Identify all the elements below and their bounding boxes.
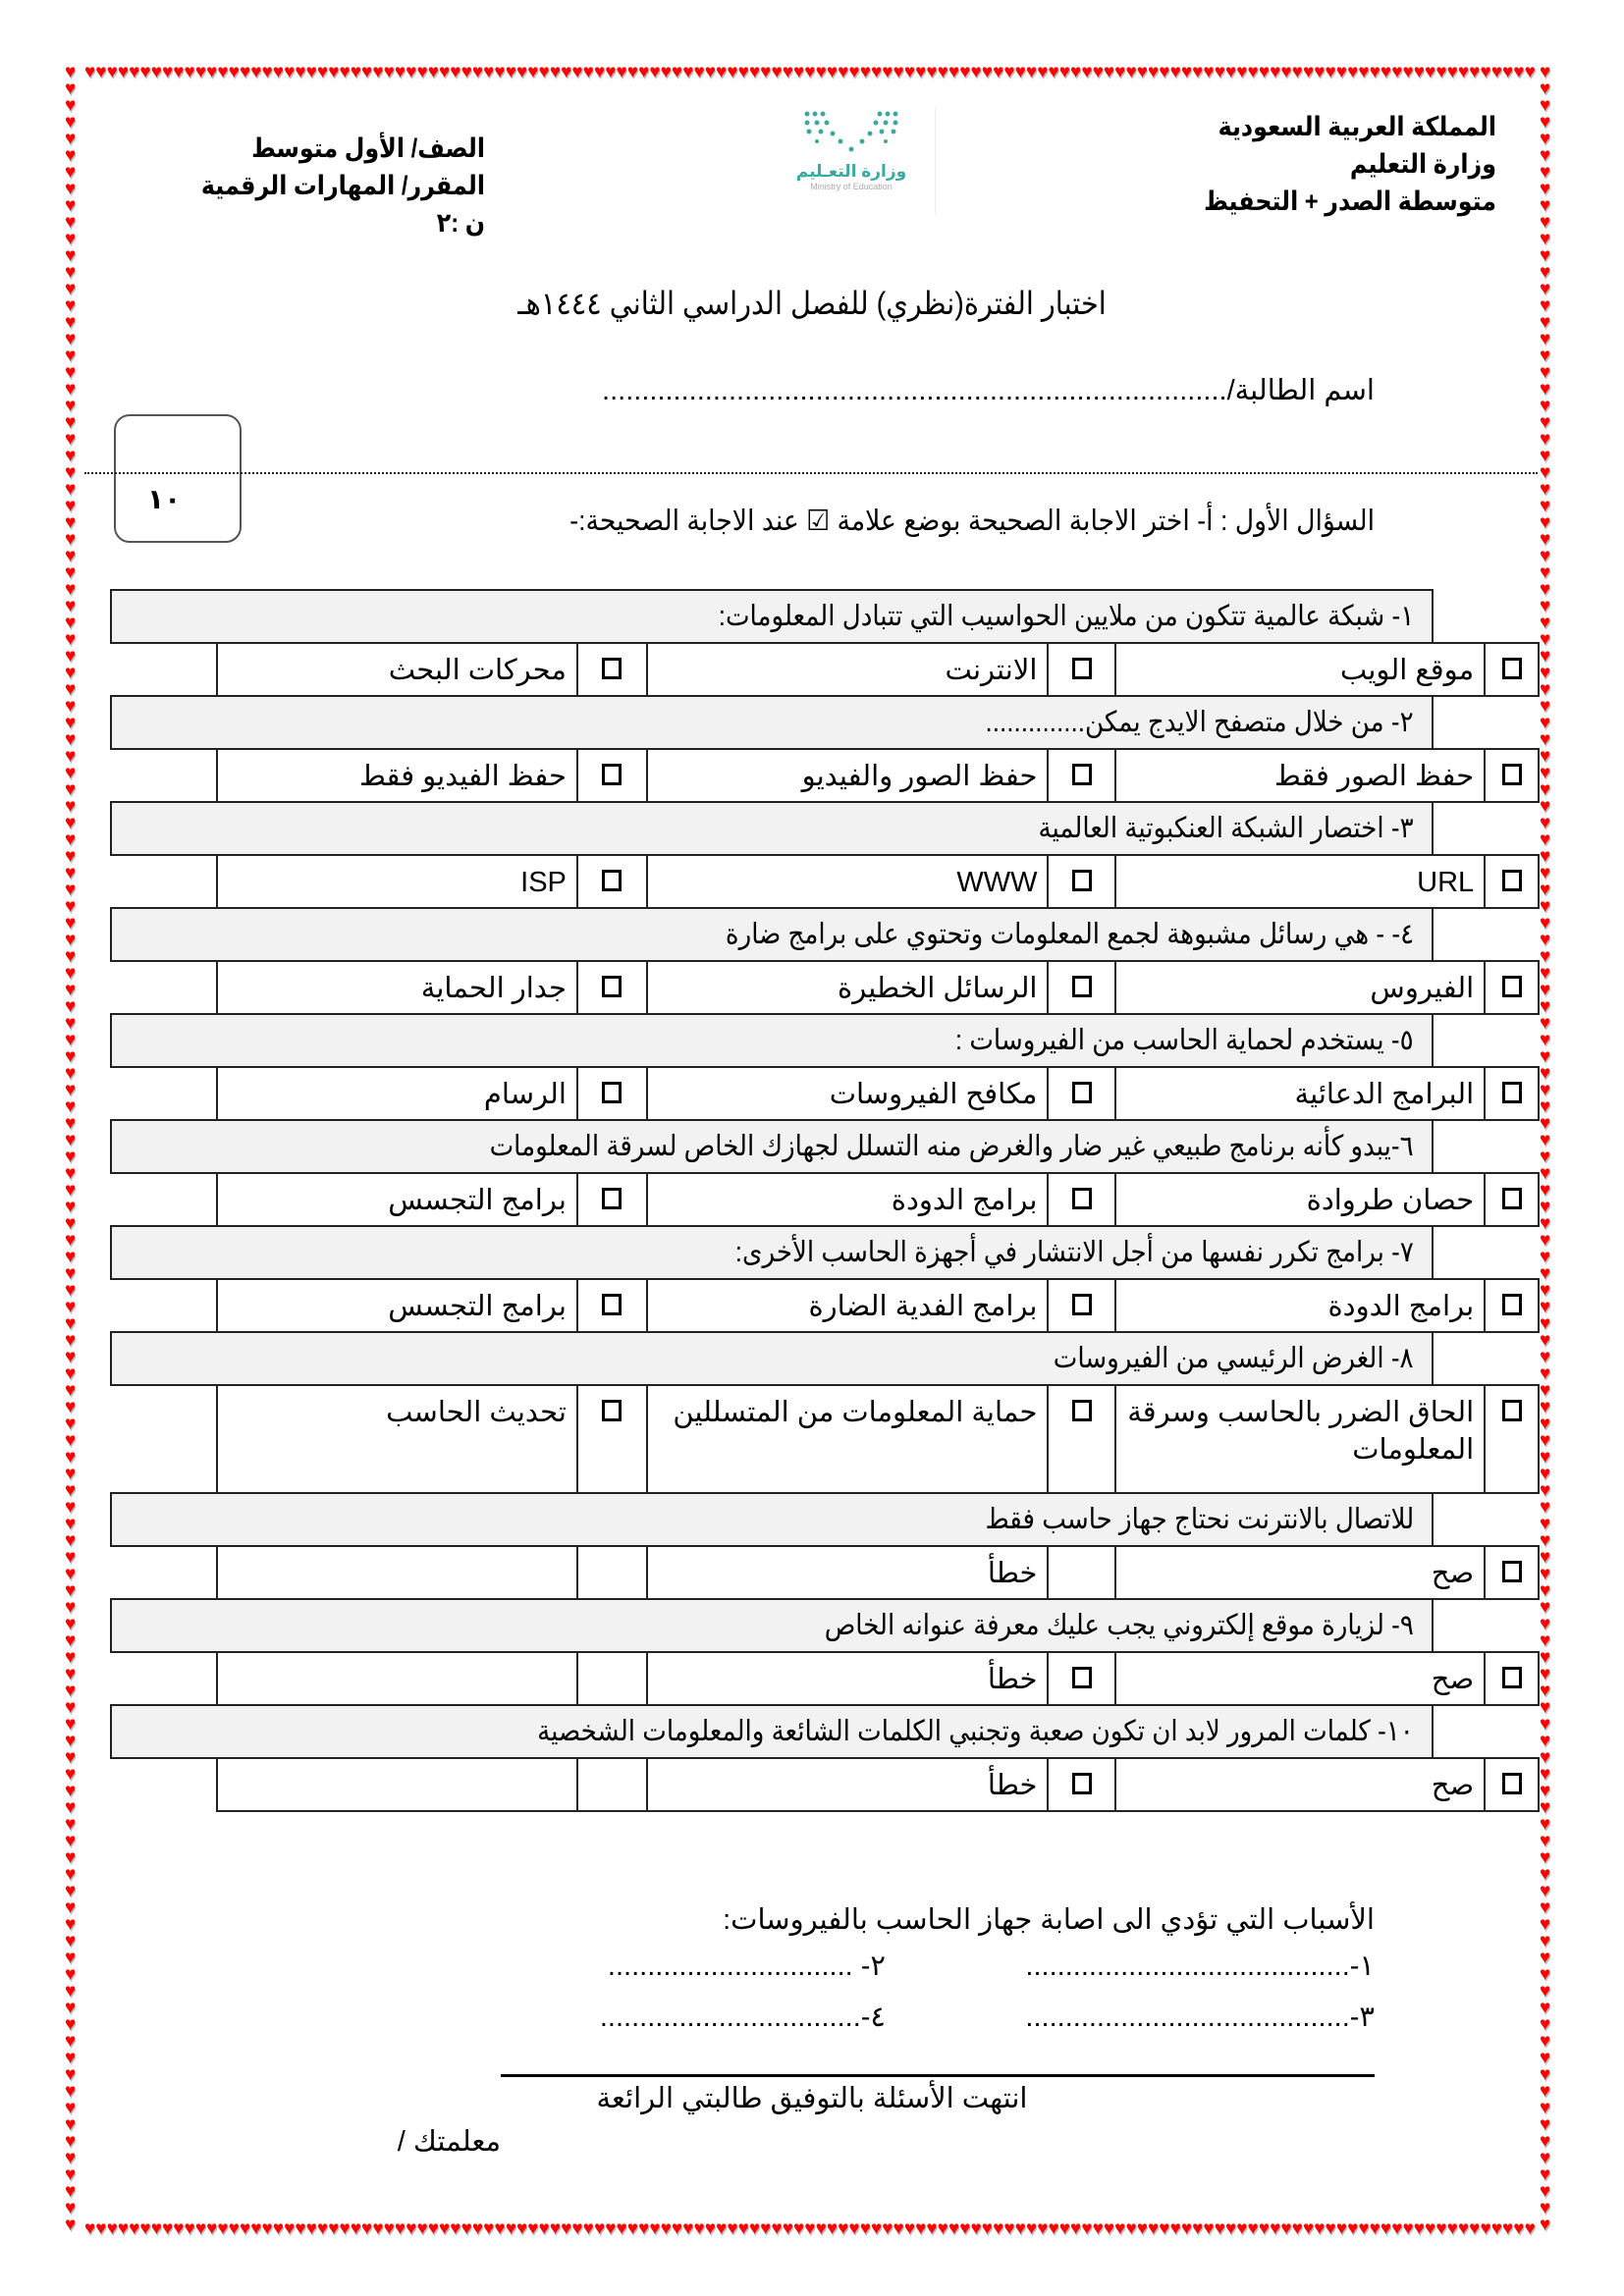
course-info (132, 130, 485, 241)
option-checkbox-cell[interactable] (1047, 750, 1114, 801)
option-label: جدار الحماية (420, 973, 567, 1004)
heart-border-right: ♥♥♥♥♥♥♥♥♥♥♥♥♥♥♥♥♥♥♥♥♥♥♥♥♥♥♥♥♥♥♥♥♥♥♥♥♥♥♥♥♥♥♥♥♥♥♥♥♥♥♥♥♥♥♥♥♥♥♥♥♥♥♥♥♥♥♥♥♥♥♥♥♥♥♥♥♥♥♥♥♥♥♥♥♥♥♥♥♥♥♥♥♥♥♥♥♥♥♥♥♥♥♥♥♥♥♥♥♥♥♥♥♥♥♥♥♥♥♥♥♥♥♥♥♥♥♥♥♥♥ (1540, 64, 1551, 2235)
checkbox-icon[interactable] (1502, 1400, 1522, 1421)
logo-arabic: وزارة التعـليم (795, 162, 907, 181)
option-checkbox-cell[interactable] (1047, 1174, 1114, 1225)
option-checkbox-cell[interactable] (1484, 1759, 1538, 1810)
option-label: خطأ (646, 1653, 1048, 1704)
checkbox-icon[interactable] (1502, 976, 1522, 997)
option-label: الانترنت (646, 644, 1048, 695)
option-checkbox-cell[interactable] (576, 856, 646, 907)
question-text: ٧- برامج تكرر نفسها من أجل الانتشار في أجهزة الحاسب الأخرى: (734, 1237, 1414, 1268)
option-label: برامج التجسس (388, 1291, 567, 1322)
option-checkbox-cell[interactable] (1484, 962, 1538, 1013)
logo-dots-icon (797, 108, 905, 157)
question-row (110, 695, 1434, 750)
answer-row (216, 854, 1540, 909)
checkbox-icon[interactable] (1072, 870, 1092, 891)
checkbox-icon[interactable] (602, 764, 622, 785)
school-info (1084, 108, 1496, 220)
checkbox-icon[interactable] (602, 1294, 622, 1315)
logo-english: Ministry of Education (810, 182, 893, 191)
option-checkbox-cell[interactable] (576, 750, 646, 801)
option-checkbox-cell[interactable] (1047, 962, 1114, 1013)
option-label: مكافح الفيروسات (646, 1068, 1048, 1119)
option-label: خطأ (646, 1547, 1048, 1598)
question-text: ٩- لزيارة موقع إلكتروني يجب عليك معرفة عنوانه الخاص (824, 1610, 1414, 1641)
option-checkbox-cell (1047, 1547, 1114, 1598)
option-label (218, 1759, 576, 1810)
option-label: خطأ (646, 1759, 1048, 1810)
option-checkbox-cell (576, 1759, 646, 1810)
heart-border-left: ♥♥♥♥♥♥♥♥♥♥♥♥♥♥♥♥♥♥♥♥♥♥♥♥♥♥♥♥♥♥♥♥♥♥♥♥♥♥♥♥♥♥♥♥♥♥♥♥♥♥♥♥♥♥♥♥♥♥♥♥♥♥♥♥♥♥♥♥♥♥♥♥♥♥♥♥♥♥♥♥♥♥♥♥♥♥♥♥♥♥♥♥♥♥♥♥♥♥♥♥♥♥♥♥♥♥♥♥♥♥♥♥♥♥♥♥♥♥♥♥♥♥♥♥♥♥♥♥♥♥ (65, 64, 77, 2235)
question-text: ١- شبكة عالمية تتكون من ملايين الحواسيب التي تتبادل المعلومات: (718, 601, 1414, 632)
checkbox-icon[interactable] (1502, 870, 1522, 891)
option-checkbox-cell[interactable] (576, 644, 646, 695)
question-text: ٨- الغرض الرئيسي من الفيروسات (1054, 1343, 1414, 1374)
option-checkbox-cell[interactable] (1484, 856, 1538, 907)
option-label: محركات البحث (388, 655, 567, 686)
exam-title: اختبار الفترة(نظري) للفصل الدراسي الثاني ١٤٤٤هـ (517, 286, 1107, 321)
heart-border-top: ♥♥♥♥♥♥♥♥♥♥♥♥♥♥♥♥♥♥♥♥♥♥♥♥♥♥♥♥♥♥♥♥♥♥♥♥♥♥♥♥♥♥♥♥♥♥♥♥♥♥♥♥♥♥♥♥♥♥♥♥♥♥♥♥♥♥♥♥♥♥♥♥♥♥♥♥♥♥♥♥♥♥♥♥♥♥♥♥♥♥♥♥♥♥♥♥♥♥♥♥♥♥♥♥♥♥♥♥♥♥♥♥♥♥♥♥♥♥♥♥♥♥♥♥♥♥♥♥♥♥♥ (84, 64, 1536, 81)
option-label: برامج الفدية الضارة (646, 1280, 1048, 1331)
course-label: المقرر/ المهارات الرقمية (200, 171, 485, 200)
checkbox-icon[interactable] (1502, 1561, 1522, 1582)
answer-row (216, 1172, 1540, 1227)
checkbox-icon[interactable] (1502, 1294, 1522, 1315)
reasons-title: الأسباب التي تؤدي الى اصابة جهاز الحاسب بالفيروسات: (723, 1904, 1375, 1936)
option-checkbox-cell[interactable] (1484, 750, 1538, 801)
option-checkbox-cell[interactable] (1484, 1174, 1538, 1225)
teacher-signature: معلمتك / (397, 2126, 501, 2158)
grade-label: الصف/ الأول متوسط (251, 133, 485, 163)
checkbox-icon[interactable] (602, 870, 622, 891)
option-checkbox-cell[interactable] (1047, 644, 1114, 695)
option-checkbox-cell[interactable] (1484, 1386, 1538, 1492)
checkbox-icon[interactable] (602, 976, 622, 997)
option-label: WWW (646, 856, 1048, 907)
student-name-dots: ............................................................................... (602, 375, 1227, 406)
score-value: ١٠ (147, 484, 182, 514)
ministry-name: وزارة التعليم (1349, 149, 1496, 179)
answer-row (216, 1278, 1540, 1333)
option-checkbox-cell[interactable] (1047, 1759, 1114, 1810)
option-label (218, 1547, 576, 1598)
question-text: ٤- - هي رسائل مشبوهة لجمع المعلومات وتحتوي على برامج ضارة (725, 919, 1414, 950)
question-row (110, 1492, 1434, 1547)
option-checkbox-cell[interactable] (1047, 1068, 1114, 1119)
option-label: حفظ الصور والفيديو (646, 750, 1048, 801)
option-label: برامج الدودة (1114, 1280, 1484, 1331)
option-label: موقع الويب (1114, 644, 1484, 695)
option-checkbox-cell[interactable] (576, 1174, 646, 1225)
checkbox-icon[interactable] (1502, 1082, 1522, 1103)
checkbox-icon[interactable] (1502, 658, 1522, 679)
checkbox-icon[interactable] (1502, 1667, 1522, 1688)
question-text: ٥- يستخدم لحماية الحاسب من الفيروسات : (955, 1025, 1414, 1056)
question-row (110, 589, 1434, 644)
option-label: الرسائل الخطيرة (646, 962, 1048, 1013)
question-row (110, 1704, 1434, 1759)
option-label: تحديث الحاسب (386, 1397, 567, 1428)
option-label: البرامج الدعائية (1114, 1068, 1484, 1119)
option-checkbox-cell[interactable] (576, 1386, 646, 1492)
heart-border-bottom: ♥♥♥♥♥♥♥♥♥♥♥♥♥♥♥♥♥♥♥♥♥♥♥♥♥♥♥♥♥♥♥♥♥♥♥♥♥♥♥♥♥♥♥♥♥♥♥♥♥♥♥♥♥♥♥♥♥♥♥♥♥♥♥♥♥♥♥♥♥♥♥♥♥♥♥♥♥♥♥♥♥♥♥♥♥♥♥♥♥♥♥♥♥♥♥♥♥♥♥♥♥♥♥♥♥♥♥♥♥♥♥♥♥♥♥♥♥♥♥♥♥♥♥♥♥♥♥♥♥♥♥ (84, 2220, 1536, 2238)
answer-row (216, 1545, 1540, 1600)
question-text: ٦-يبدو كأنه برنامج طبيعي غير ضار والغرض منه التسلل لجهازك الخاص لسرقة المعلومات (489, 1131, 1414, 1162)
question-row (110, 1225, 1434, 1280)
school-name: متوسطة الصدر + التحفيظ (1204, 187, 1496, 216)
checkbox-icon[interactable] (1502, 1188, 1522, 1209)
option-label: الحاق الضرر بالحاسب وسرقة المعلومات (1114, 1386, 1484, 1492)
student-name-label: اسم الطالبة/ (1226, 375, 1375, 406)
option-label: حماية المعلومات من المتسللين (646, 1386, 1048, 1492)
checkbox-icon[interactable] (602, 1400, 622, 1421)
country-name: المملكة العربية السعودية (1218, 112, 1496, 141)
option-label: الفيروس (1114, 962, 1484, 1013)
option-label: ISP (520, 867, 567, 898)
question-row (110, 907, 1434, 962)
option-label: حفظ الفيديو فقط (359, 761, 567, 792)
closing-message: انتهت الأسئلة بالتوفيق طالبتي الرائعة (596, 2083, 1028, 2114)
option-label: برامج التجسس (388, 1185, 567, 1216)
question-text: للاتصال بالانترنت نحتاج جهاز حاسب فقط (985, 1504, 1414, 1535)
option-label: صح (1114, 1547, 1484, 1598)
option-label: صح (1114, 1653, 1484, 1704)
answer-row (216, 960, 1540, 1015)
option-checkbox-cell[interactable] (576, 1280, 646, 1331)
option-checkbox-cell[interactable] (1484, 1280, 1538, 1331)
option-label: URL (1114, 856, 1484, 907)
option-checkbox-cell (576, 1547, 646, 1598)
checkbox-icon[interactable] (1072, 1082, 1092, 1103)
checkbox-icon[interactable] (1072, 1667, 1092, 1688)
checkbox-icon[interactable] (1502, 764, 1522, 785)
question-row (110, 1598, 1434, 1653)
checkbox-icon[interactable] (1072, 1188, 1092, 1209)
checkbox-icon[interactable] (1502, 1773, 1522, 1794)
checkbox-icon[interactable] (602, 1188, 622, 1209)
option-label: حفظ الصور فقط (1114, 750, 1484, 801)
dashed-divider (84, 472, 1538, 474)
question-row (110, 1013, 1434, 1068)
answer-row (216, 748, 1540, 803)
answer-row (216, 1066, 1540, 1121)
checkbox-icon[interactable] (1072, 1294, 1092, 1315)
answer-row (216, 1384, 1540, 1494)
checkbox-icon[interactable] (602, 1082, 622, 1103)
option-checkbox-cell[interactable] (1484, 1068, 1538, 1119)
question-row (110, 801, 1434, 856)
checkbox-icon[interactable] (1072, 764, 1092, 785)
question-row (110, 1331, 1434, 1386)
option-label: برامج الدودة (646, 1174, 1048, 1225)
answer-row (216, 1651, 1540, 1706)
checkbox-icon[interactable] (1072, 1400, 1092, 1421)
question-text: ١٠- كلمات المرور لابد ان تكون صعبة وتجنبي الكلمات الشائعة والمعلومات الشخصية (537, 1716, 1414, 1747)
checkbox-icon[interactable] (1072, 976, 1092, 997)
checkbox-icon[interactable] (1072, 1773, 1092, 1794)
option-label: الرسام (483, 1079, 567, 1110)
option-checkbox-cell[interactable] (576, 1068, 646, 1119)
option-label: حصان طروادة (1114, 1174, 1484, 1225)
option-checkbox-cell[interactable] (1047, 856, 1114, 907)
question-one-instruction: السؤال الأول : أ- اختر الاجابة الصحيحة بوضع علامة ☑ عند الاجابة الصحيحة:- (569, 506, 1375, 537)
option-checkbox-cell[interactable] (1484, 1653, 1538, 1704)
option-checkbox-cell[interactable] (1484, 1547, 1538, 1598)
questions-table (110, 591, 1540, 1812)
option-checkbox-cell[interactable] (1047, 1653, 1114, 1704)
option-checkbox-cell[interactable] (1047, 1280, 1114, 1331)
question-row (110, 1119, 1434, 1174)
score-box (114, 414, 242, 543)
option-checkbox-cell[interactable] (1047, 1386, 1114, 1492)
ministry-logo (768, 108, 936, 214)
answer-row (216, 1757, 1540, 1812)
option-label (218, 1653, 576, 1704)
reason-3[interactable]: ٣-......................................... (1025, 2002, 1375, 2033)
option-checkbox-cell[interactable] (576, 962, 646, 1013)
option-checkbox-cell (576, 1653, 646, 1704)
checkbox-icon[interactable] (602, 658, 622, 679)
answer-row (216, 642, 1540, 697)
question-text: ٢- من خلال متصفح الايدج يمكن.............. (985, 707, 1414, 738)
option-label: صح (1114, 1759, 1484, 1810)
student-name-field[interactable] (491, 373, 1375, 407)
question-text: ٣- اختصار الشبكة العنكبوتية العالمية (1038, 813, 1414, 844)
reason-4[interactable]: ٤-................................. (599, 2002, 886, 2033)
reason-1[interactable]: ١-......................................... (1025, 1950, 1375, 1982)
option-checkbox-cell[interactable] (1484, 644, 1538, 695)
closing-divider (501, 2074, 1375, 2077)
checkbox-icon[interactable] (1072, 658, 1092, 679)
form-number: ن :٢ (436, 208, 485, 238)
reason-2[interactable]: ٢- ............................... (607, 1950, 886, 1982)
